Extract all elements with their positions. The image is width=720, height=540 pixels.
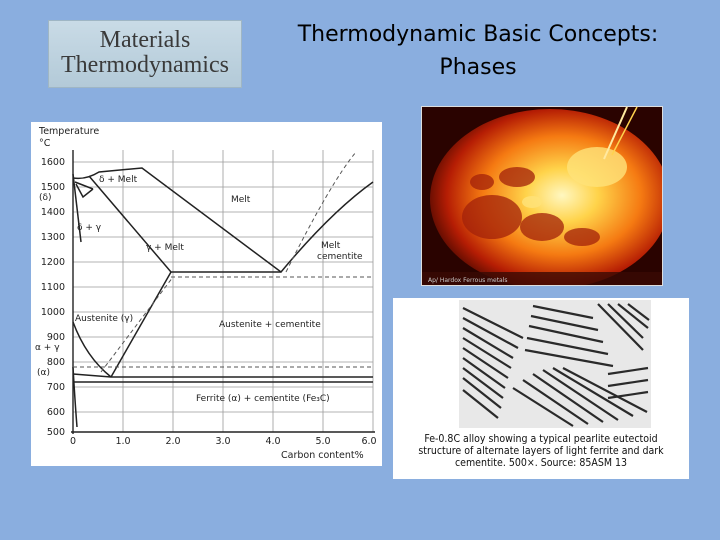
region-label-melt: Melt xyxy=(231,195,251,205)
a3-line xyxy=(73,322,111,377)
y-axis-title: Temperature xyxy=(39,126,100,137)
region-label-gamma-melt: γ + Melt xyxy=(146,243,184,253)
acm-line xyxy=(111,272,171,377)
molten-metal-image xyxy=(422,107,662,285)
pearlite-micrograph xyxy=(393,298,689,428)
delta-boundary xyxy=(75,182,93,197)
phase-diagram-grid xyxy=(73,150,373,432)
x-tick-label: 3.0 xyxy=(215,436,231,447)
slide-title-line-2: Phases xyxy=(439,55,517,80)
micrograph-caption xyxy=(393,433,689,469)
y-tick-label: 1300 xyxy=(40,232,65,243)
y-tick-label: 500 xyxy=(46,427,65,438)
y-tick-label: 700 xyxy=(46,382,65,393)
y-tick-label: 1100 xyxy=(40,282,65,293)
slide-title-line-1: Thermodynamic Basic Concepts: xyxy=(297,22,659,47)
x-tick-label: 5.0 xyxy=(315,436,331,447)
caption-line-2: structure of alternate layers of light ferrite and dark xyxy=(418,445,664,457)
region-label-austenite: Austenite (γ) xyxy=(75,314,134,324)
iron-carbon-phase-diagram xyxy=(31,122,382,466)
region-label-delta: (δ) xyxy=(39,193,52,203)
region-label-alpha: (α) xyxy=(37,368,50,378)
molten-metal-photo xyxy=(421,106,663,286)
y-tick-label: 1500 xyxy=(40,182,65,193)
photo-caption: Ap/ Hardox Ferrous metals xyxy=(428,277,508,284)
region-label-delta-melt: δ + Melt xyxy=(99,175,138,185)
x-tick-label: 2.0 xyxy=(165,436,181,447)
y-tick-label: 1000 xyxy=(40,307,65,318)
solidus-line xyxy=(89,176,281,272)
x-axis-title: Carbon content% xyxy=(281,450,364,461)
region-label-delta-gamma: δ + γ xyxy=(77,223,102,233)
logo-line-1: Materials xyxy=(99,27,191,53)
x-tick-label: 6.0 xyxy=(361,436,377,447)
phase-diagram-svg xyxy=(31,122,382,466)
region-label-ferrite-cementite: Ferrite (α) + cementite (Fe₃C) xyxy=(196,394,330,404)
region-label-austenite-cementite: Austenite + cementite xyxy=(219,320,321,330)
acm-dashed xyxy=(101,277,173,372)
x-tick-label: 1.0 xyxy=(115,436,131,447)
caption-line-3: cementite. 500×. Source: 85ASM 13 xyxy=(454,457,628,469)
y-tick-label: 600 xyxy=(46,407,65,418)
region-labels xyxy=(35,175,363,404)
logo-line-2: Thermodynamics xyxy=(61,52,229,78)
region-label-melt-cementite: Melt xyxy=(321,241,341,251)
x-tick-labels xyxy=(70,436,377,447)
region-label-melt-cementite-2: cementite xyxy=(317,252,363,262)
materials-thermodynamics-logo xyxy=(48,20,242,88)
region-label-alpha-gamma: α + γ xyxy=(35,343,60,353)
pearlite-micrograph-panel xyxy=(393,298,689,479)
y-tick-label: 1600 xyxy=(40,157,65,168)
x-tick-label: 0 xyxy=(69,436,77,447)
x-tick-label: 4.0 xyxy=(265,436,281,447)
y-tick-label: 1200 xyxy=(40,257,65,268)
slide-title xyxy=(268,18,688,84)
caption-line-1: Fe-0.8C alloy showing a typical pearlite eutectoid xyxy=(424,433,658,445)
y-axis-unit: °C xyxy=(39,138,51,149)
y-tick-label: 1400 xyxy=(40,207,65,218)
y-tick-label: 800 xyxy=(46,357,65,368)
y-tick-label: 900 xyxy=(46,332,65,343)
